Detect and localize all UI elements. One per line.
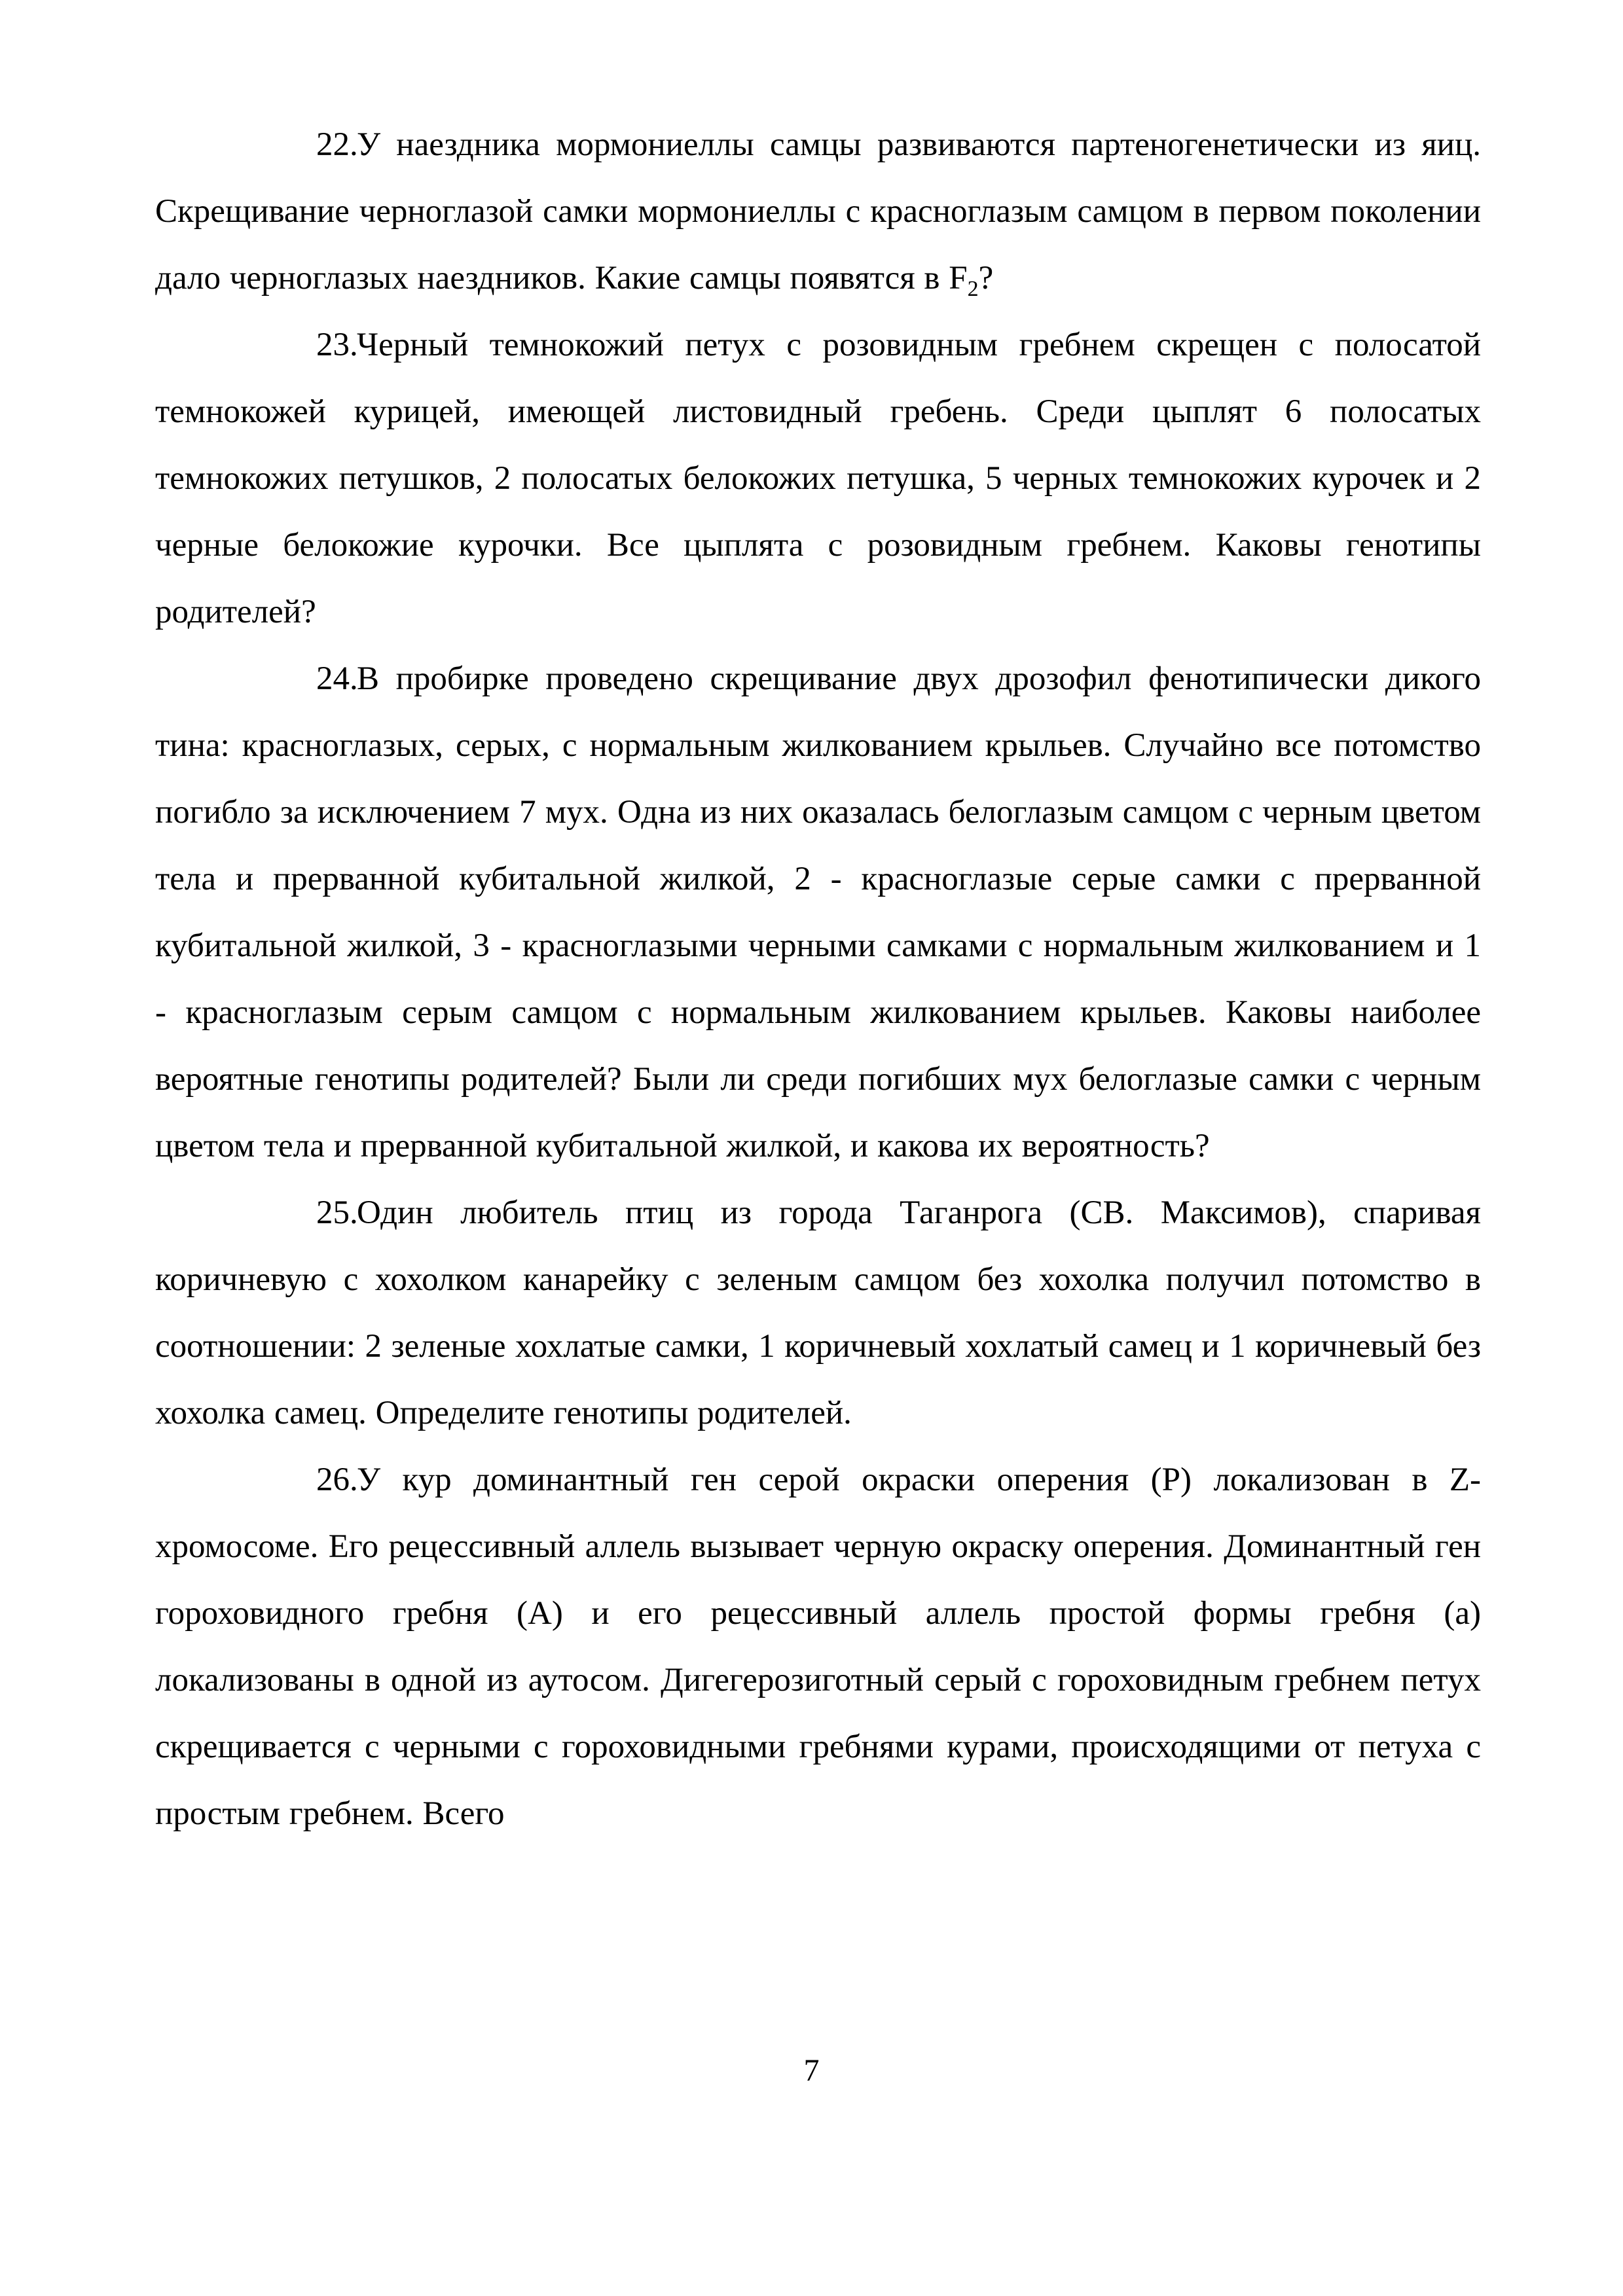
problem-25 [155,1179,1481,1446]
problem-text: В пробирке проведено скрещивание двух дрозофил фенотипически дикого тина: красноглазых, серых, с нормальным жилкованием крыльев. Случайно все потомство погибло за исключением 7 мух. Одна из них оказалась белоглазым самцом с черным цветом тела и прерванной кубитальной жилкой, 2 - красноглазые серые самки с прерванной кубитальной жилкой, 3 - красноглазыми черными самками с нормальным жилкованием и 1 - красноглазым серым самцом с нормальным жилкованием крыльев. Каковы наиболее вероятные генотипы родителей? Были ли среди погибших мух белоглазые самки с черным цветом тела и прерванной кубитальной жилкой, и какова их вероятность? [155,660,1481,1164]
problem-number: 24. [316,660,358,697]
problem-23 [155,312,1481,645]
problem-number: 26. [316,1462,358,1498]
page-number: 7 [803,2053,820,2088]
problem-text: У наездника мормониеллы самцы развиваются партеногенетически из яиц. Скрещивание черноглазой самки мормониеллы с красноглазым самцом в первом поколении дало черноглазых наездников. Какие самцы появятся в F [155,126,1481,296]
problem-number: 23. [316,327,358,363]
problem-text: У кур доминантный ген серой окраски оперения (Р) локализован в Z-хромосоме. Его рецессивный аллель вызывает черную окраску оперения. Доминантный ген гороховидного гребня (А) и его рецессивный аллель простой формы гребня (а) локализованы в одной из аутосом. Дигегерозиготный серый с гороховидным гребнем петух скрещивается с черными с гороховидными гребнями курами, происходящими от петуха с простым гребнем. Всего [155,1462,1481,1832]
problem-text: Один любитель птиц из города Таганрога (СВ. Максимов), спаривая коричневую с хохолком канарейку с зеленым самцом без хохолка получил потомство в соотношении: 2 зеленые хохлатые самки, 1 коричневый хохлатый самец и 1 коричневый без хохолка самец. Определите генотипы родителей. [155,1194,1481,1431]
problem-24 [155,645,1481,1179]
subscript: 2 [967,277,979,302]
problem-number: 25. [316,1194,358,1231]
problem-text-end: ? [978,260,994,296]
problem-26 [155,1446,1481,1847]
problem-22 [155,111,1481,312]
page-body [155,111,1481,1847]
problem-number: 22. [316,126,358,163]
problem-text: Черный темнокожий петух с розовидным гребнем скрещен с полосатой темнокожей курицей, имеющей листовидный гребень. Среди цыплят 6 полосатых темнокожих петушков, 2 полосатых белокожих петушка, 5 черных темнокожих курочек и 2 черные белокожие курочки. Все цыплята с розовидным гребнем. Каковы генотипы родителей? [155,327,1481,630]
